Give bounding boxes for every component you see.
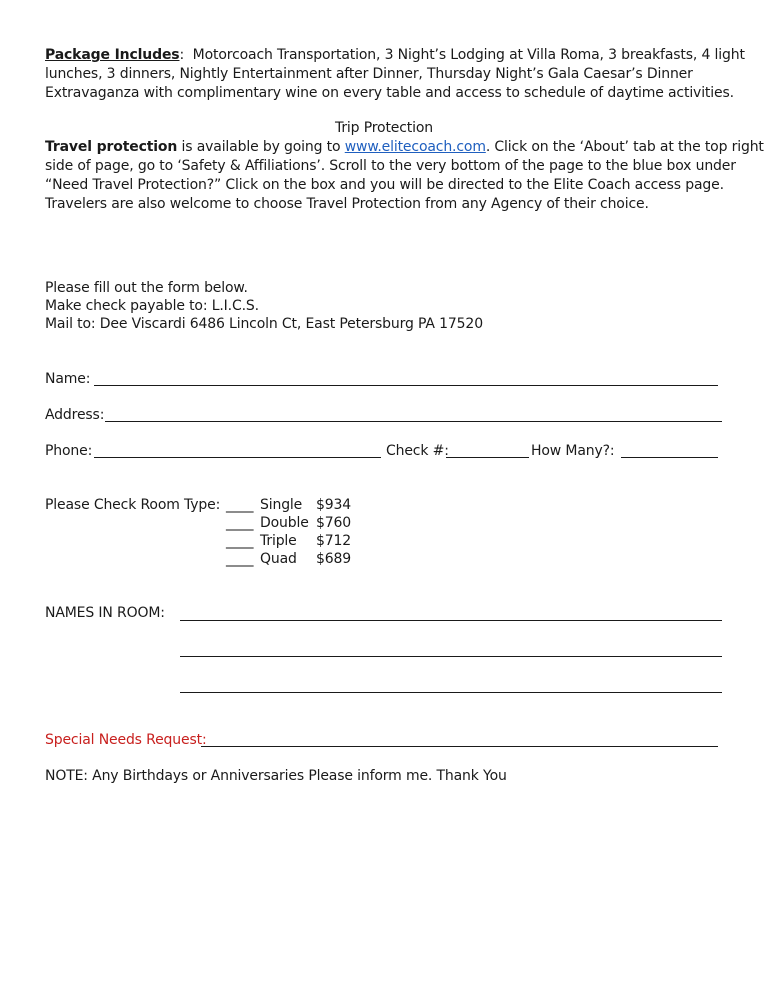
mail-to: Mail to: Dee Viscardi 6486 Lincoln Ct, East Petersburg PA 17520: [45, 316, 483, 332]
name-field[interactable]: [94, 385, 718, 386]
trip-protection-heading: Trip Protection: [334, 120, 434, 136]
room-single-price: $934: [316, 497, 352, 513]
package-label: Package Includes: [45, 47, 180, 63]
room-triple-price: $712: [316, 533, 352, 549]
trip-protection-line-4: Travelers are also welcome to choose Travel Protection from any Agency of their choice.: [45, 196, 649, 212]
check-number-label: Check #:: [386, 443, 449, 459]
elitecoach-link[interactable]: www.elitecoach.com: [344, 139, 486, 155]
names-in-room-field-2[interactable]: [180, 656, 722, 657]
address-label: Address:: [45, 407, 105, 423]
room-double-label: Double: [260, 515, 309, 531]
room-single-checkbox[interactable]: ____: [226, 497, 254, 513]
room-quad-checkbox[interactable]: ____: [226, 551, 254, 567]
room-double-price: $760: [316, 515, 352, 531]
room-quad-label: Quad: [260, 551, 297, 567]
travel-protection-label: Travel protection: [45, 139, 178, 155]
room-type-label: Please Check Room Type:: [45, 497, 221, 513]
package-line-2: lunches, 3 dinners, Nightly Entertainment after Dinner, Thursday Night’s Gala Caesar’s Dinner: [45, 66, 693, 82]
package-text-1: Motorcoach Transportation, 3 Night’s Lodging at Villa Roma, 3 breakfasts, 4 light: [192, 47, 745, 63]
address-field[interactable]: [105, 421, 722, 422]
trip-protection-line-1: Travel protection is available by going to www.elitecoach.com. Click on the ‘About’ tab at the top right: [45, 139, 764, 155]
fill-instruction: Please fill out the form below.: [45, 280, 248, 296]
trip-protection-line-2: side of page, go to ‘Safety & Affiliations’. Scroll to the very bottom of the page to the blue box under: [45, 158, 736, 174]
package-line-1: Package Includes: Motorcoach Transportation, 3 Night’s Lodging at Villa Roma, 3 breakfasts, 4 light: [45, 47, 745, 63]
special-needs-field[interactable]: [201, 746, 718, 747]
how-many-field[interactable]: [621, 457, 718, 458]
phone-label: Phone:: [45, 443, 93, 459]
room-triple-checkbox[interactable]: ____: [226, 533, 254, 549]
special-needs-label: Special Needs Request:: [45, 732, 207, 748]
check-number-field[interactable]: [446, 457, 529, 458]
check-payable: Make check payable to: L.I.C.S.: [45, 298, 259, 314]
names-in-room-field-3[interactable]: [180, 692, 722, 693]
room-single-label: Single: [260, 497, 303, 513]
room-double-checkbox[interactable]: ____: [226, 515, 254, 531]
package-line-3: Extravaganza with complimentary wine on every table and access to schedule of daytime activities.: [45, 85, 734, 101]
phone-field[interactable]: [94, 457, 381, 458]
name-label: Name:: [45, 371, 91, 387]
room-quad-price: $689: [316, 551, 352, 567]
names-in-room-label: NAMES IN ROOM:: [45, 605, 165, 621]
note-text: NOTE: Any Birthdays or Anniversaries Please inform me. Thank You: [45, 768, 507, 784]
room-triple-label: Triple: [260, 533, 297, 549]
trip-protection-line-3: “Need Travel Protection?” Click on the box and you will be directed to the Elite Coach access page.: [45, 177, 724, 193]
how-many-label: How Many?:: [531, 443, 615, 459]
names-in-room-field-1[interactable]: [180, 620, 722, 621]
